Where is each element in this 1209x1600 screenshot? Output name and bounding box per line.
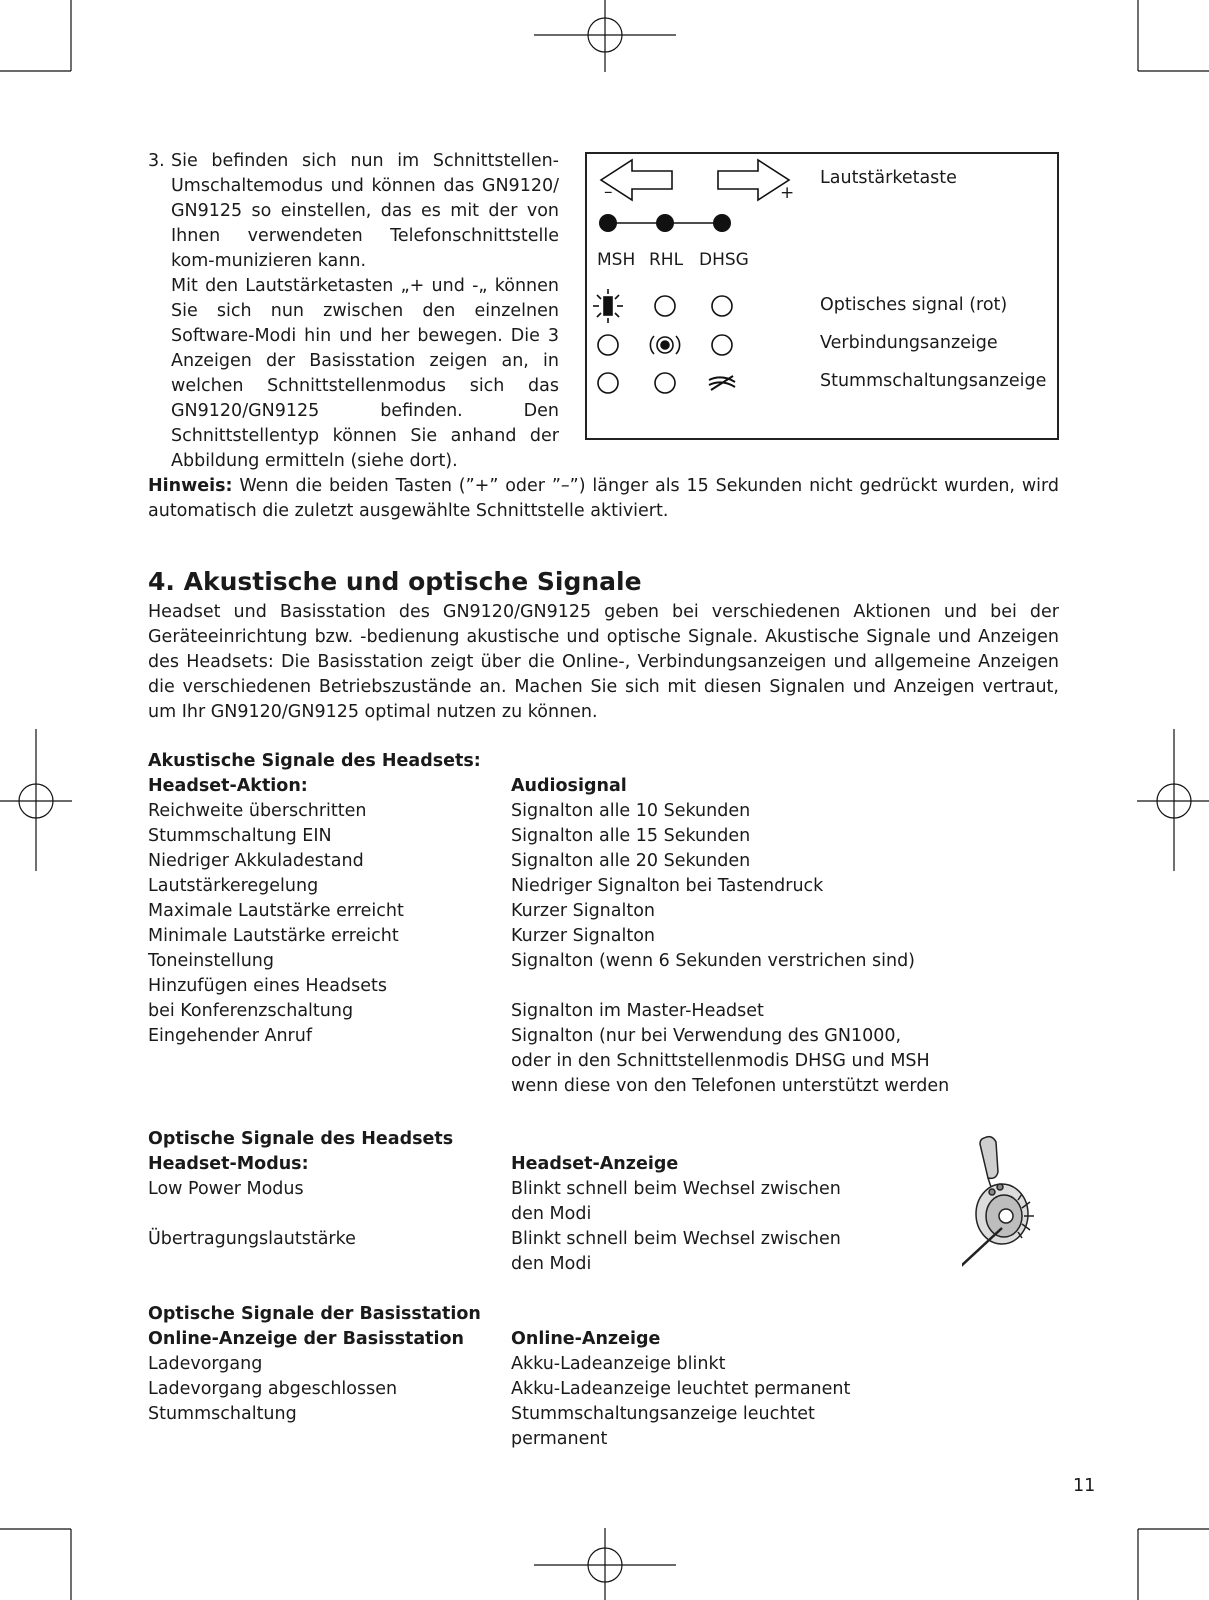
column-header: Headset-Aktion: [148,776,308,796]
table-row: Niedriger Akkuladestand Signalton alle 20 Sekunden [148,851,751,871]
led-off-icon [655,373,675,393]
table-row: Eingehender Anruf Signalton (nur bei Verwendung des GN1000, [148,1026,902,1046]
mute-icon [709,376,735,390]
mode-dot-rhl-icon [656,214,674,232]
mode-label-rhl: RHL [649,250,684,270]
table-row: oder in den Schnittstellenmodis DHSG und MSH [511,1051,930,1071]
table-row: Stummschaltung EIN Signalton alle 15 Sekunden [148,826,751,846]
table-row: Low Power Modus Blinkt schnell beim Wechsel zwischen [148,1179,841,1199]
table-row: Lautstärkeregelung Niedriger Signalton bei Tastendruck [148,876,824,896]
section-title: 4. Akustische und optische Signale [148,567,642,596]
connection-signal-icon [650,336,679,354]
table-row: Minimale Lautstärke erreicht Kurzer Signalton [148,926,656,946]
mute-indicator-label: Stummschaltungsanzeige [820,371,1047,391]
volume-up-arrow-icon [718,160,789,200]
optical-headset-table [148,1127,1059,1277]
table-row: Ladevorgang abgeschlossen Akku-Ladeanzeige leuchtet permanent [148,1379,851,1399]
table-title: Optische Signale des Headsets [148,1129,454,1149]
table-row: Stummschaltung Stummschaltungsanzeige leuchtet [148,1404,815,1424]
hint-text: Wenn die beiden Tasten (”+” oder ”–”) länger als 15 Sekunden nicht gedrückt wurden, wird automatisch die zuletzt ausgewählte Schnittstelle aktiviert. [148,476,1059,521]
table-title: Optische Signale der Basisstation [148,1304,481,1324]
table-row: wenn diese von den Telefonen unterstützt werden [511,1076,950,1096]
column-header: Headset-Anzeige [511,1154,679,1174]
headset-illustration [962,1132,1052,1272]
column-header: Online-Anzeige der Basisstation [148,1329,464,1349]
step-number: 3. [148,151,165,171]
table-row: Übertragungslautstärke Blinkt schnell beim Wechsel zwischen [148,1229,841,1249]
mode-label-msh: MSH [597,250,636,270]
plus-label: + [780,183,795,203]
step-body [171,149,559,474]
led-off-icon [598,335,618,355]
led-off-icon [712,296,732,316]
led-off-icon [712,335,732,355]
column-header: Online-Anzeige [511,1329,661,1349]
minus-label: – [604,182,613,202]
optical-base-table [148,1302,1059,1452]
mode-dot-msh-icon [599,214,617,232]
page-number: 11 [1073,1476,1096,1496]
acoustic-signals-table [148,749,1059,1099]
volume-key-label: Lautstärketaste [820,168,957,188]
table-row: den Modi [511,1254,592,1274]
optical-signal-label: Optisches signal (rot) [820,295,1008,315]
table-title: Akustische Signale des Headsets: [148,751,481,771]
table-row: Reichweite überschritten Signalton alle 10 Sekunden [148,801,751,821]
hint-label: Hinweis: [148,476,233,496]
table-row: Toneinstellung Signalton (wenn 6 Sekunden verstrichen sind) [148,951,916,971]
hint-note [148,474,1059,524]
table-row: bei Konferenzschaltung Signalton im Master-Headset [148,1001,764,1021]
table-row: permanent [511,1429,608,1449]
table-row: Hinzufügen eines Headsets [148,976,387,996]
led-off-icon [598,373,618,393]
mode-dot-dhsg-icon [713,214,731,232]
connection-indicator-label: Verbindungsanzeige [820,333,998,353]
column-header: Audiosignal [511,776,627,796]
table-row: den Modi [511,1204,592,1224]
column-header: Headset-Modus: [148,1154,309,1174]
led-flashing-icon [593,289,623,323]
step-paragraph-1: Sie befinden sich nun im Schnittstellen-Umschaltemodus und können das GN9120/ GN9125 so einstellen, das es mit der von Ihnen verwendeten Telefonschnittstelle kom-munizieren kann. [171,151,559,271]
interface-mode-figure [585,152,1059,440]
section-intro: Headset und Basisstation des GN9120/GN9125 geben bei verschiedenen Aktionen und bei der Geräteeinrichtung bzw. -bedienung akustische und optische Signale. Akustische Signale und Anzeigen des Headsets: Die Basisstation zeigt über die Online-, Verbindungsanzeigen und allgemeine Anzeigen die verschiedenen Betriebszustände an. Machen Sie sich mit diesen Signalen und Anzeigen vertraut, um Ihr GN9120/GN9125 optimal nutzen zu können. [148,602,1059,722]
step-3 [148,149,559,474]
table-row: Maximale Lautstärke erreicht Kurzer Signalton [148,901,656,921]
led-off-icon [655,296,675,316]
step-paragraph-2: Mit den Lautstärketasten „+ und -„ können Sie sich nun zwischen den einzelnen Software-Modi hin und her bewegen. Die 3 Anzeigen der Basisstation zeigen an, in welchen Schnittstellenmodus sich das GN9120/GN9125 befinden. Den Schnittstellentyp können Sie anhand der Abbildung ermitteln (siehe dort). [171,276,559,471]
table-row: Ladevorgang Akku-Ladeanzeige blinkt [148,1354,726,1374]
mode-label-dhsg: DHSG [699,250,749,270]
